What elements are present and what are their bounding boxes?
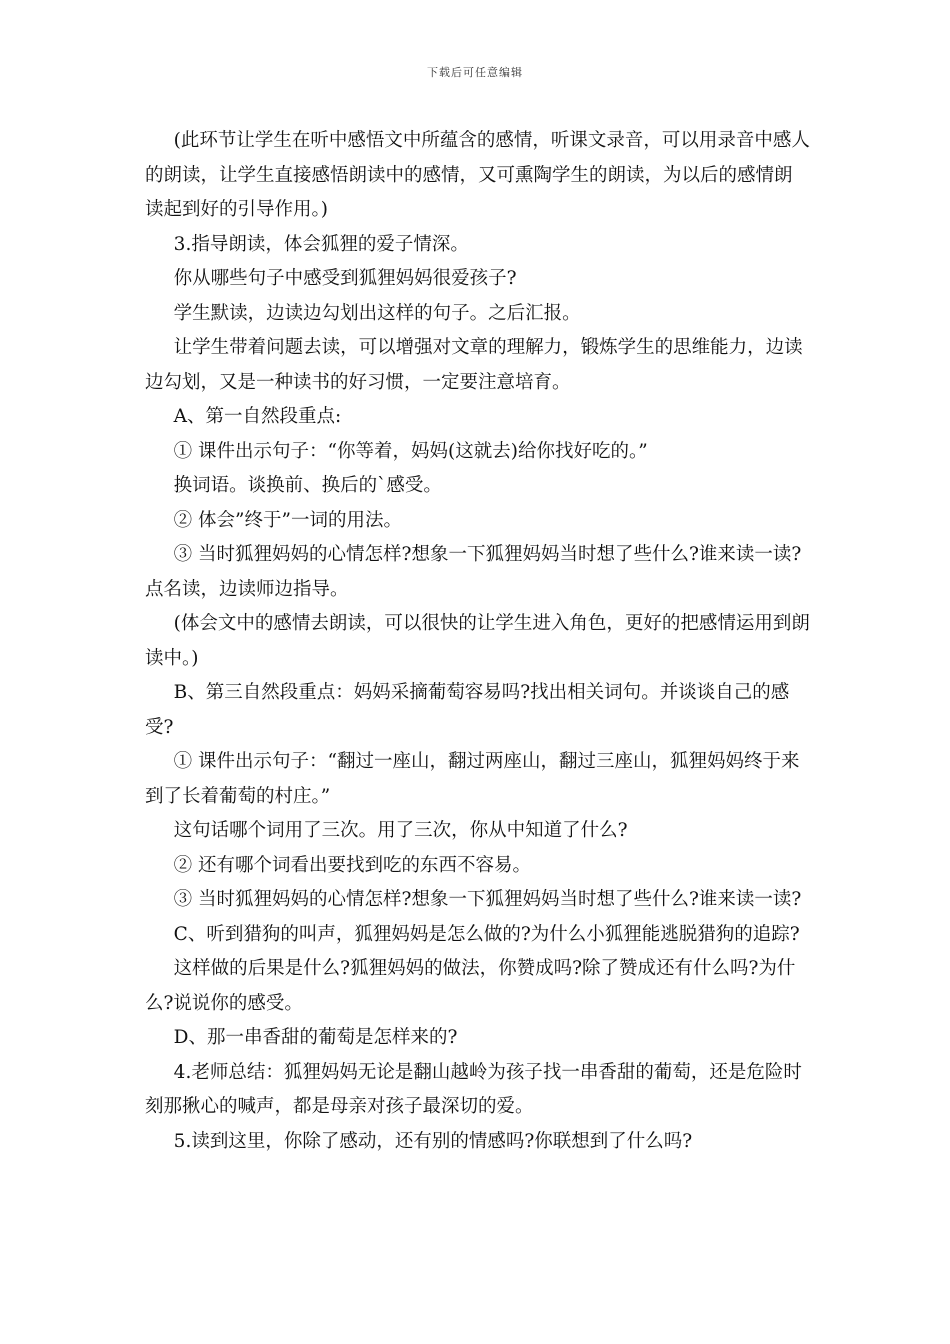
paragraph: 让学生带着问题去读，可以增强对文章的理解力，锻炼学生的思维能力，边读边勾划，又是一种读书的好习惯，一定要注意培育。	[145, 337, 803, 393]
paragraph: B、第三自然段重点：妈妈采摘葡萄容易吗?找出相关词句。并谈谈自己的感受?	[145, 682, 790, 738]
paragraph: (此环节让学生在听中感悟文中所蕴含的感情，听课文录音，可以用录音中感人的朗读，让学生直接感悟朗读中的感情，又可熏陶学生的朗读，为以后的感情朗读起到好的引导作用。)	[145, 130, 810, 220]
paragraph: ① 课件出示句子：“翻过一座山，翻过两座山，翻过三座山，狐狸妈妈终于来到了长着葡萄的村庄。”	[145, 751, 800, 807]
document-body	[145, 124, 810, 1159]
paragraph: (体会文中的感情去朗读，可以很快的让学生进入角色，更好的把感情运用到朗读中。)	[145, 613, 810, 669]
paragraph: 3.指导朗读，体会狐狸的爱子情深。	[173, 233, 469, 255]
paragraph: 换词语。谈换前、换后的`感受。	[173, 475, 442, 496]
paragraph: ③ 当时狐狸妈妈的心情怎样?想象一下狐狸妈妈当时想了些什么?谁来读一读?点名读，边读师边指导。	[145, 544, 802, 600]
paragraph: C、听到猎狗的叫声，狐狸妈妈是怎么做的?为什么小狐狸能逃脱猎狗的追踪?	[173, 923, 800, 945]
paragraph: 这样做的后果是什么?狐狸妈妈的做法，你赞成吗?除了赞成还有什么吗?为什么?说说你的感受。	[145, 958, 796, 1014]
paragraph: 这句话哪个词用了三次。用了三次，你从中知道了什么?	[173, 820, 628, 841]
paragraph: 你从哪些句子中感受到狐狸妈妈很爱孩子?	[173, 268, 517, 289]
paragraph: 学生默读，边读边勾划出这样的句子。之后汇报。	[173, 302, 581, 324]
paragraph: ③ 当时狐狸妈妈的心情怎样?想象一下狐狸妈妈当时想了些什么?谁来读一读?	[173, 889, 802, 910]
paragraph: D、那一串香甜的葡萄是怎样来的?	[173, 1027, 458, 1048]
paragraph: A、第一自然段重点:	[173, 406, 342, 427]
paragraph: ② 还有哪个词看出要找到吃的东西不容易。	[173, 854, 532, 876]
paragraph: ② 体会”终于”一词的用法。	[173, 509, 402, 531]
page-header: 下载后可任意编辑	[427, 66, 523, 79]
paragraph: ① 课件出示句子：“你等着，妈妈(这就去)给你找好吃的。”	[173, 440, 648, 462]
paragraph: 5.读到这里，你除了感动，还有别的情感吗?你联想到了什么吗?	[173, 1130, 693, 1152]
paragraph: 4.老师总结：狐狸妈妈无论是翻山越岭为孩子找一串香甜的葡萄，还是危险时刻那揪心的喊声，都是母亲对孩子最深切的爱。	[145, 1061, 802, 1117]
